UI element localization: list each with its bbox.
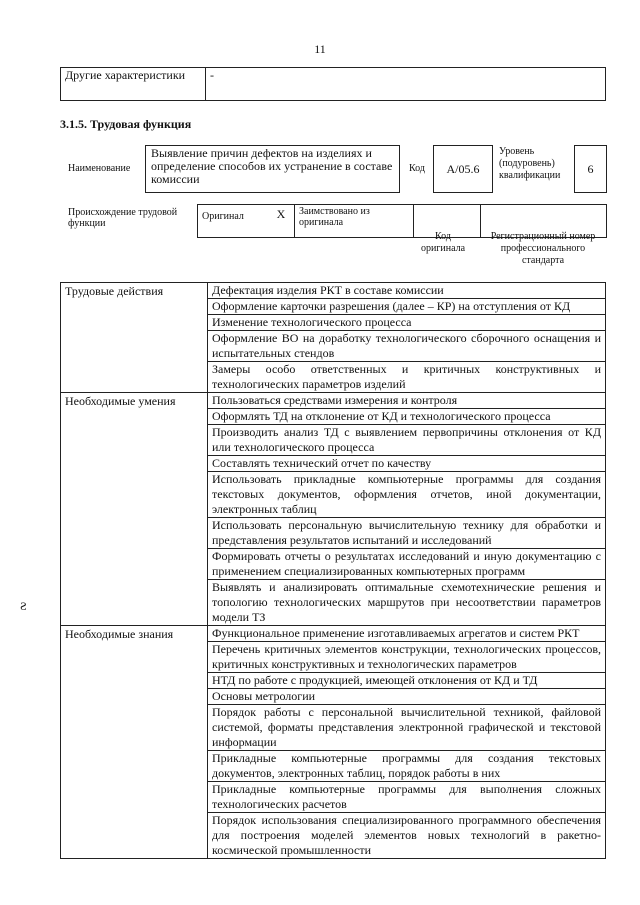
table-row [61, 393, 606, 409]
reg-number-caption [478, 231, 608, 267]
other-characteristics-table [60, 67, 606, 101]
list-item: Перечень критичных элементов конструкции, технологических процессов, критичных конструктивных и технологических параметров [208, 642, 606, 673]
list-item: Составлять технический отчет по качеству [208, 456, 606, 472]
reg-number-line3: стандарта [521, 255, 565, 266]
list-item: Дефектация изделия РКТ в составе комиссии [208, 283, 606, 299]
other-characteristics-label: Другие характеристики [61, 68, 206, 101]
original-label: Оригинал [198, 205, 269, 238]
list-item: Пользоваться средствами измерения и контроля [208, 393, 606, 409]
list-item: Использовать прикладные компьютерные программы для создания текстовых документов, оформления отчетов, иной документации, электронных таблиц [208, 472, 606, 518]
code-box: A/05.6 [433, 145, 493, 193]
reg-number-line1: Регистрационный номер [490, 231, 596, 242]
level-label-line1: Уровень [499, 146, 535, 157]
list-item: Основы метрологии [208, 689, 606, 705]
category-label: Необходимые умения [61, 393, 208, 626]
origin-label-line2: функции [68, 218, 106, 229]
margin-mark: Ƨ [20, 599, 27, 613]
borrowed-label: Заимствовано из оригинала [295, 205, 414, 238]
original-mark: X [268, 205, 295, 238]
name-label: Наименование [68, 163, 131, 174]
reg-number-line2: профессионального [500, 243, 586, 254]
list-item: Выявлять и анализировать оптимальные схемотехнические решения и топологию технологических маршрутов при несоответствии параметров модели ТЗ [208, 580, 606, 626]
list-item: Замеры особо ответственных и критичных конструктивных и технологических параметров изделий [208, 362, 606, 393]
list-item: Оформлять ТД на отклонение от КД и технологического процесса [208, 409, 606, 425]
level-label [499, 146, 560, 182]
level-label-line3: квалификации [499, 170, 561, 181]
list-item: НТД по работе с продукцией, имеющей отклонения от КД и ТД [208, 673, 606, 689]
level-label-line2: (подуровень) [499, 158, 555, 169]
list-item: Прикладные компьютерные программы для выполнения сложных технологических расчетов [208, 782, 606, 813]
list-item: Порядок использования специализированного программного обеспечения для построения моделей элементов новых технологий в ракетно-космической промышленности [208, 813, 606, 859]
list-item: Производить анализ ТД с выявлением первопричины отклонения от КД или технологического процесса [208, 425, 606, 456]
other-characteristics-value: - [206, 68, 606, 101]
list-item: Порядок работы с персональной вычислительной техникой, файловой системой, форматы представления электронной графической и текстовой информации [208, 705, 606, 751]
list-item: Прикладные компьютерные программы для создания текстовых документов, электронных таблиц, порядок работы в них [208, 751, 606, 782]
code-original-line1: Код [435, 231, 451, 242]
page-number: 11 [314, 42, 326, 56]
table-row [61, 283, 606, 299]
function-name-box: Выявление причин дефектов на изделиях и определение способов их устранение в составе комиссии [145, 145, 400, 193]
code-original-caption [410, 231, 476, 255]
list-item: Формировать отчеты о результатах исследований и иную документацию с применением специализированных компьютерных программ [208, 549, 606, 580]
origin-label-line1: Происхождение трудовой [68, 207, 178, 218]
list-item: Использовать персональную вычислительную технику для обработки и представления результатов испытаний и исследований [208, 518, 606, 549]
list-item: Оформление ВО на доработку технологического сборочного оснащения и испытательных стендов [208, 331, 606, 362]
category-label: Необходимые знания [61, 626, 208, 859]
list-item: Оформление карточки разрешения (далее – КР) на отступления от КД [208, 299, 606, 315]
level-box: 6 [574, 145, 607, 193]
origin-label [68, 207, 177, 229]
list-item: Изменение технологического процесса [208, 315, 606, 331]
section-title: 3.1.5. Трудовая функция [60, 117, 192, 131]
table-row [61, 626, 606, 642]
category-label: Трудовые действия [61, 283, 208, 393]
code-label: Код [409, 163, 425, 174]
code-original-line2: оригинала [420, 243, 466, 254]
list-item: Функциональное применение изготавливаемых агрегатов и систем РКТ [208, 626, 606, 642]
labor-function-table [60, 282, 606, 859]
